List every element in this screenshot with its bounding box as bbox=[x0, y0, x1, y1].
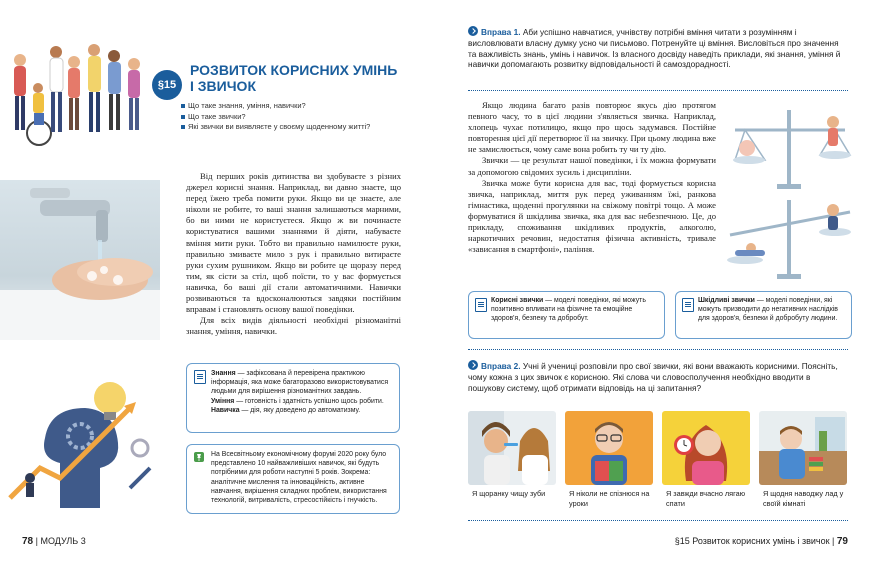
definitions-text bbox=[211, 369, 393, 415]
photo-card-teeth bbox=[468, 411, 556, 515]
good-habits-def: — моделі поведінки, які можуть позитивно впливати на фізичне та емоційне здоров'я, безпеку та добробут. bbox=[491, 297, 646, 323]
photo-boy-room bbox=[759, 411, 847, 485]
photo-card-sleep bbox=[662, 411, 750, 515]
photo-caption: Я завжди вчасно лягаю спати bbox=[666, 489, 746, 508]
bad-habits-term: Шкідливі звички bbox=[698, 297, 755, 304]
term-knowledge: Знання bbox=[211, 370, 236, 377]
paragraph: Якщо людина багато разів повторює якусь дію протягом певного часу, то в цієї людини з'являється звичка. Наприклад, хлопець чухає потилицю, якщо про щось задумався. Постійне повторення цієї дії перетворює її на звичку. При цьому людина вже не замислюється, чому саме вона робить ту чи ту дію. bbox=[468, 100, 716, 155]
bad-habits-box bbox=[675, 291, 852, 339]
handwashing-photo bbox=[0, 180, 160, 340]
def-knowledge: — зафіксована й перевірена практикою інформація, яка може багаторазово використовуватися людьми для вирішення різноманітних завдань. bbox=[211, 370, 389, 396]
term-skill: Уміння bbox=[211, 397, 235, 405]
title-line-2: І ЗВИЧОК bbox=[190, 78, 256, 94]
arrow-right-icon bbox=[468, 26, 478, 36]
question-item: Що таке звички? bbox=[180, 112, 420, 123]
bad-habits-def: — моделі поведінки, які можуть призводити до негативних наслідків для здоров'я, безпеки й добробуту людини. bbox=[698, 297, 838, 323]
paragraph: Для всіх видів діяльності необхідні різноманітні знання, уміння, навички. bbox=[186, 315, 401, 337]
section-title bbox=[190, 62, 420, 94]
good-habits-box bbox=[468, 291, 665, 339]
document-icon bbox=[475, 298, 487, 312]
good-habits-term: Корисні звички bbox=[491, 297, 544, 304]
photo-caption: Я щоранку чищу зуби bbox=[472, 489, 546, 498]
paragraph: Звичка може бути корисна для вас, тоді формується корисна звичка, наприклад, миття рук перед уживанням їжі, ранкова гімнастика, щоденні прогулянки на свіжому повітрі тощо. А може формуватися й шкідлива звичка, яка для вас небезпечною. Це, до прикладу, споживання шкідливих продуктів, алкоголю, наркотичних речовин, недостатня фізична активність, тривале «зависання в смартфоні», паління. bbox=[468, 177, 716, 255]
photo-caption: Я ніколи не спізнюся на уроки bbox=[569, 489, 650, 508]
exercise-1-text: Аби успішно навчатися, учнівству потрібні вміння читати з розумінням і висловлювати власну думку усно чи письмово. Потренуйте ці вміння. Висловіться про значення та важливість знань, умінь і навичок. Із власного досвіду наведіть приклади, які знання, уміння й навички допомагають розвитку відповідальності й самоздорадності. bbox=[468, 27, 841, 70]
section-badge: §15 bbox=[152, 70, 182, 100]
pushpin-icon bbox=[193, 451, 205, 463]
definitions-box bbox=[186, 363, 400, 433]
exercise-2-label: Вправа 2. bbox=[481, 361, 521, 371]
fact-box bbox=[186, 444, 400, 514]
fact-text: На Всесвітньому економічному форумі 2020 року було представлено 10 найважливіших навичок, які будуть потрібними для роботи наступні 5 років. Зокрема: аналітичне мислення та інноваційність, активне навчання, вирішення складних проблем, використання технологій, витривалість, стресостійкість і гнучкість. bbox=[211, 451, 387, 505]
habits-text bbox=[468, 100, 716, 255]
footer-section-title: §15 Розвиток корисних умінь і звичок bbox=[674, 536, 830, 546]
exercise-1-label: Вправа 1. bbox=[481, 27, 521, 37]
divider bbox=[468, 520, 848, 521]
good-habits-text bbox=[491, 296, 658, 324]
page-number-left: 78 bbox=[22, 536, 34, 547]
photo-card-room bbox=[759, 411, 847, 515]
module-label: МОДУЛЬ 3 bbox=[40, 536, 86, 546]
paragraph: Звички — це результат нашої поведінки, і їх можна формувати за допомогою свідомих зусиль і дисципліни. bbox=[468, 155, 716, 177]
habits-photos bbox=[468, 411, 848, 515]
paragraph: Від перших років дитинства ви здобуваєте з різних джерел корисні знання. Наприклад, ви давно знаєте, що перед їжею треба помити руки. Якщо ви це знаєте, але ніколи не робите, то ваші знання залишаються марними, бо ви ними не користуєтеся. Якщо ж ви починаєте користуватися вашими знаннями й діяти, набуваєте вміння мити руки. Тобто ви правильно намилюєте руки, правильно змиваєте мило з рук і правильно витираєте руки сухим рушником. Якщо ви робите це щоразу перед тим, як сісти за стіл, щоб поїсти, то у вас формується навичка, бо ваші дії стали автоматичними. Навички розвиваються та вдосконалюються завдяки постійним вправам і становлять основу вашої поведінки. bbox=[186, 171, 401, 315]
arrow-right-icon bbox=[468, 360, 478, 370]
title-line-1: РОЗВИТОК КОРИСНИХ УМІНЬ bbox=[190, 62, 398, 78]
exercise-1 bbox=[468, 26, 848, 70]
def-habit-skill: — дія, яку доведено до автоматизму. bbox=[239, 406, 361, 414]
exercise-2 bbox=[468, 360, 848, 393]
head-gears-illustration bbox=[0, 368, 160, 518]
question-list bbox=[180, 101, 420, 133]
divider bbox=[468, 349, 848, 350]
photo-caption: Я щодня наводжу лад у своїй кімнаті bbox=[763, 489, 844, 508]
exercise-2-text: Учні й учениці розповіли про свої звички, які вони вважають корисними. Поясніть, чому кожна з цих звичок є корисною. Які слова чи словосполучення необхідно вводити в пошукову систему, щоб отримати відповідь на ці запитання? bbox=[468, 361, 838, 393]
footer-left: 78 | МОДУЛЬ 3 bbox=[22, 536, 86, 547]
people-illustration bbox=[6, 38, 146, 150]
question-item: Що таке знання, уміння, навички? bbox=[180, 101, 420, 112]
document-icon bbox=[194, 370, 206, 384]
scales-illustration bbox=[725, 100, 855, 285]
footer-right: §15 Розвиток корисних умінь і звичок | 79 bbox=[674, 536, 848, 547]
def-skill: — готовність і здатність успішно щось робити. bbox=[234, 397, 384, 405]
page-number-right: 79 bbox=[836, 536, 848, 547]
divider bbox=[468, 90, 848, 91]
bad-habits-text bbox=[698, 296, 845, 324]
photo-boy-books bbox=[565, 411, 653, 485]
right-page bbox=[435, 0, 870, 566]
document-icon bbox=[682, 298, 694, 312]
photo-girl-clock bbox=[662, 411, 750, 485]
photo-card-school bbox=[565, 411, 653, 515]
photo-brushing-teeth bbox=[468, 411, 556, 485]
main-text bbox=[186, 171, 401, 337]
question-item: Які звички ви виявляєте у своєму щоденному житті? bbox=[180, 122, 420, 133]
term-habit-skill: Навичка bbox=[211, 406, 240, 414]
